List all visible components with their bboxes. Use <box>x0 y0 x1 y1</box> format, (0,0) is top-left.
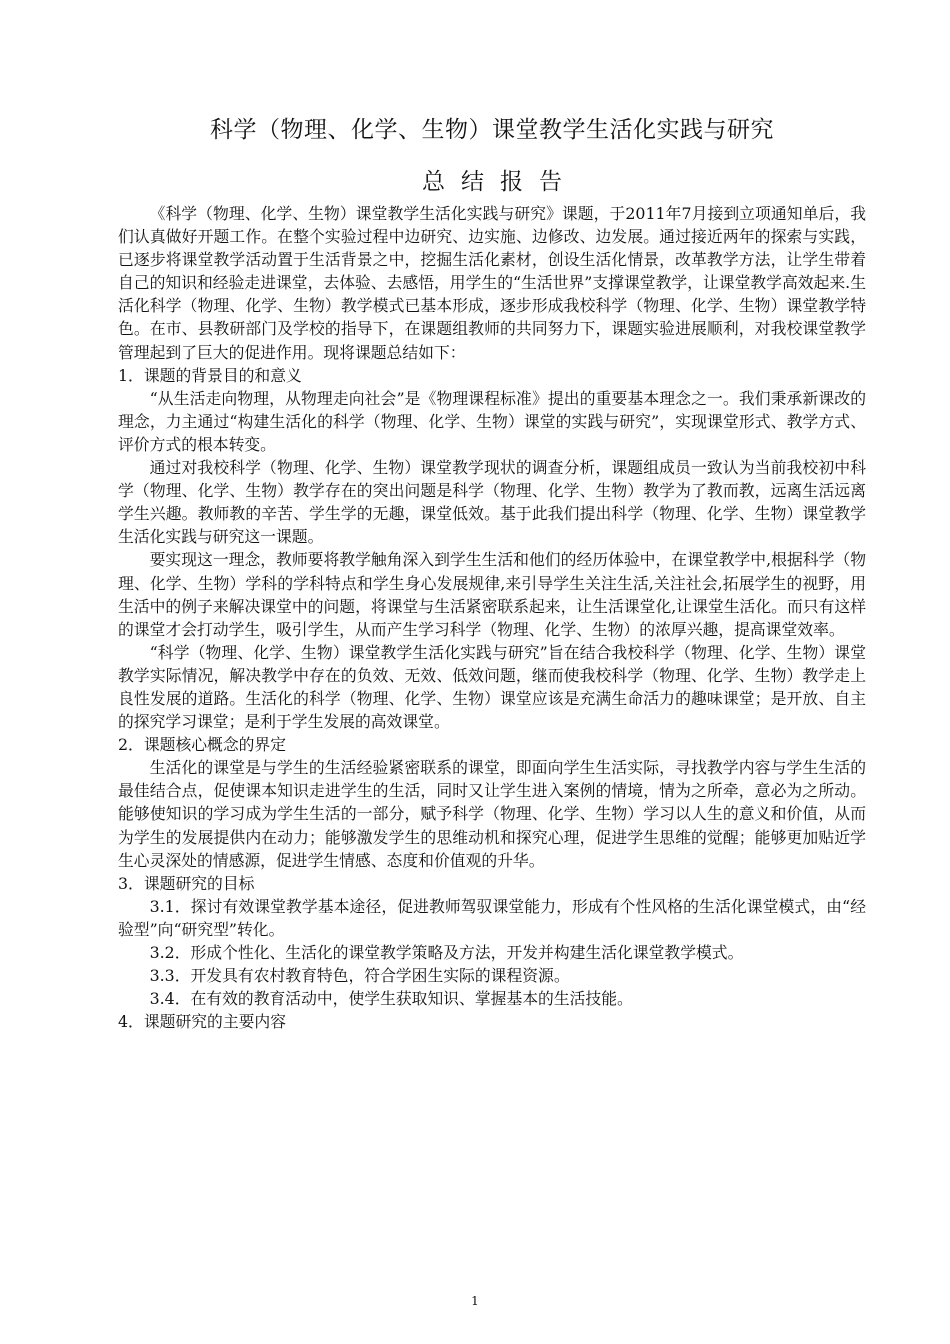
page-content <box>118 112 866 1033</box>
section-1-paragraph: “科学（物理、化学、生物）课堂教学生活化实践与研究”旨在结合我校科学（物理、化学、生物）课堂教学实际情况，解决教学中存在的负效、无效、低效问题，继而使我校科学（物理、化学、生物）教学走上良性发展的道路。生活化的科学（物理、化学、生物）课堂应该是充满生命活力的趣味课堂；是开放、自主的探究学习课堂；是利于学生发展的高效课堂。 <box>118 642 866 732</box>
section-1-heading: 1．课题的背景目的和意义 <box>118 365 302 385</box>
document-body <box>118 202 866 1033</box>
section-2-heading: 2．课题核心概念的界定 <box>118 735 287 755</box>
intro-paragraph: 《科学（物理、化学、生物）课堂教学生活化实践与研究》课题，于2011年7月接到立项通知单后，我们认真做好开题工作。在整个实验过程中边研究、边实施、边修改、边发展。通过接近两年的探索与实践，已逐步将课堂教学活动置于生活背景之中，挖掘生活化素材，创设生活化情景，改革教学方法，让学生带着自己的知识和经验走进课堂，去体验、去感悟，用学生的“生活世界”支撑课堂教学，让课堂教学高效起来.生活化科学（物理、化学、生物）教学模式已基本形成，逐步形成我校科学（物理、化学、生物）课堂教学特色。在市、县教研部门及学校的指导下，在课题组教师的共同努力下，课题实验进展顺利，对我校课堂教学管理起到了巨大的促进作用。现将课题总结如下： <box>118 204 866 362</box>
section-3-item: 3.1．探讨有效课堂教学基本途径，促进教师驾驭课堂能力，形成有个性风格的生活化课堂模式，由“经验型”向“研究型”转化。 <box>118 896 866 939</box>
section-3-item: 3.3．开发具有农村教育特色，符合学困生实际的课程资源。 <box>149 966 570 986</box>
document-title: 科学（物理、化学、生物）课堂教学生活化实践与研究 <box>210 117 774 143</box>
section-2-paragraph: 生活化的课堂是与学生的生活经验紧密联系的课堂，即面向学生生活实际，寻找教学内容与学生生活的最佳结合点，促使课本知识走进学生的生活，同时又让学生进入案例的情境，情为之所牵，意必为之所动。能够使知识的学习成为学生生活的一部分，赋予科学（物理、化学、生物）学习以人生的意义和价值，从而为学生的发展提供内在动力；能够激发学生的思维动机和探究心理，促进学生思维的觉醒；能够更加贴近学生心灵深处的情感源，促进学生情感、态度和价值观的升华。 <box>118 758 866 870</box>
section-4-heading: 4．课题研究的主要内容 <box>118 1012 287 1032</box>
section-1-paragraph: 要实现这一理念，教师要将教学触角深入到学生生活和他们的经历体验中，在课堂教学中,根据科学（物理、化学、生物）学科的学科特点和学生身心发展规律,来引导学生关注生活,关注社会,拓展学生的视野，用生活中的例子来解决课堂中的问题，将课堂与生活紧密联系起来，让生活课堂化,让课堂生活化。而只有这样的课堂才会打动学生，吸引学生，从而产生学习科学（物理、化学、生物）的浓厚兴趣，提高课堂效率。 <box>118 550 866 639</box>
section-3-item: 3.4．在有效的教育活动中，使学生获取知识、掌握基本的生活技能。 <box>149 989 633 1009</box>
section-1-paragraph: “从生活走向物理，从物理走向社会”是《物理课程标准》提出的重要基本理念之一。我们秉承新课改的理念，力主通过“构建生活化的科学（物理、化学、生物）课堂的实践与研究”，实现课堂形式、教学方式、评价方式的根本转变。 <box>118 388 866 454</box>
document-subtitle: 总结报告 <box>422 169 578 195</box>
page-number: 1 <box>471 1294 479 1308</box>
section-3-heading: 3．课题研究的目标 <box>118 873 255 893</box>
section-1-paragraph: 通过对我校科学（物理、化学、生物）课堂教学现状的调查分析，课题组成员一致认为当前我校初中科学（物理、化学、生物）教学存在的突出问题是科学（物理、化学、生物）教学为了教而教，远离生活远离学生兴趣。教师教的辛苦、学生学的无趣，课堂低效。基于此我们提出科学（物理、化学、生物）课堂教学生活化实践与研究这一课题。 <box>118 458 866 547</box>
section-3-item: 3.2．形成个性化、生活化的课堂教学策略及方法，开发并构建生活化课堂教学模式。 <box>149 943 744 962</box>
